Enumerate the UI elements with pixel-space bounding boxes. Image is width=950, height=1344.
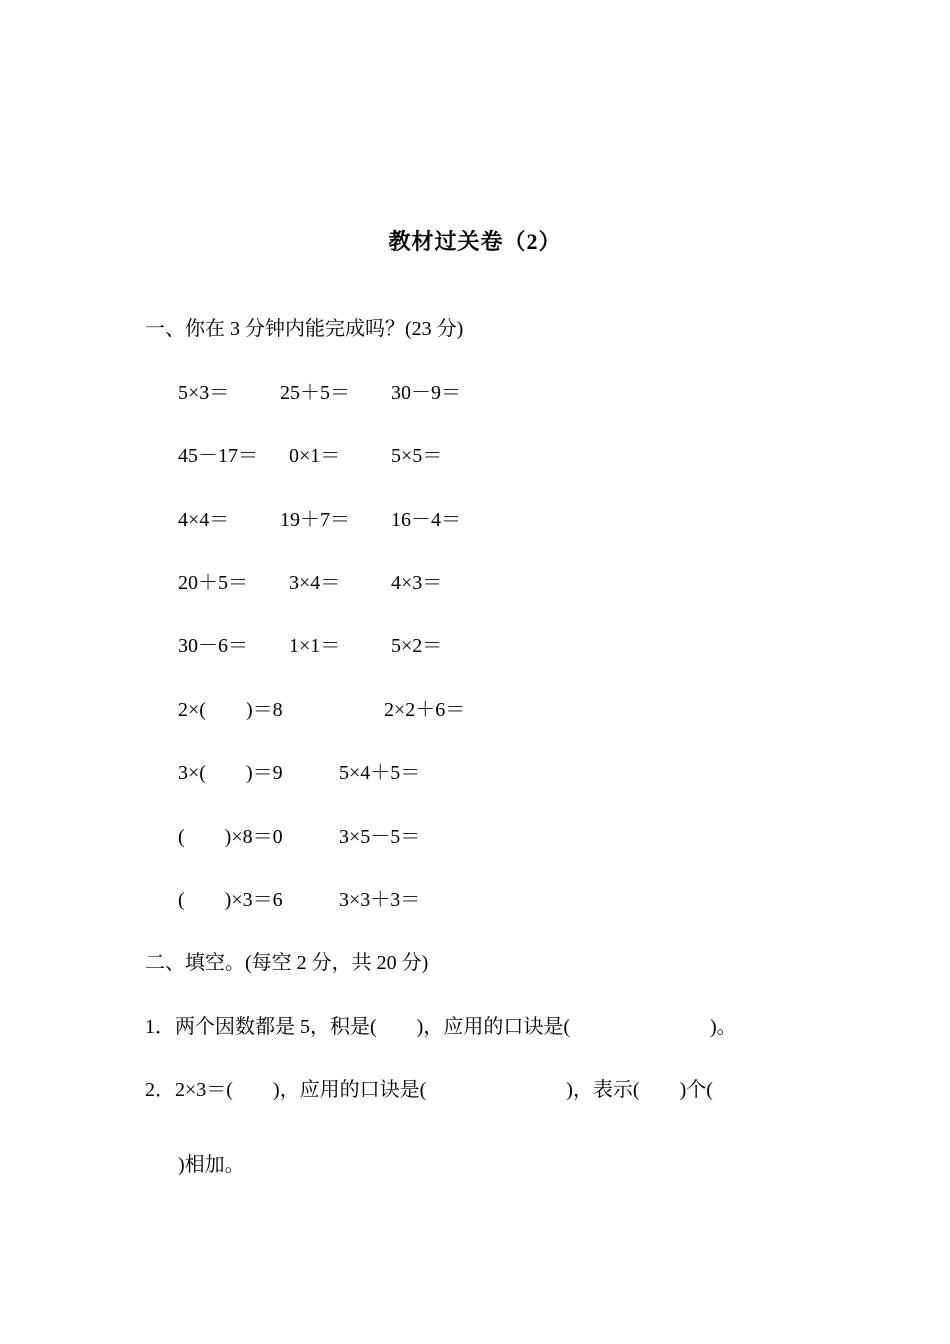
problem-item: 5×2＝ [391, 635, 443, 657]
problem-item: 30－6＝ [178, 635, 248, 657]
fill-problem-item: ( )×8＝0 [178, 826, 283, 848]
question-2-line-1: 2．2×3＝( )，应用的口诀是( )，表示( )个( [145, 1079, 713, 1101]
problem-item: 3×3＋3＝ [339, 889, 421, 911]
problem-item: 2×2＋6＝ [384, 699, 466, 721]
problem-item: 4×4＝ [178, 509, 230, 531]
problem-item: 25＋5＝ [280, 382, 350, 404]
fill-problem-item: ( )×3＝6 [178, 889, 283, 911]
problem-item: 45－17＝ [178, 445, 258, 467]
problem-item: 16－4＝ [391, 509, 461, 531]
problem-item: 1×1＝ [289, 635, 341, 657]
problem-item: 19＋7＝ [280, 509, 350, 531]
page-title: 教材过关卷（2） [388, 229, 562, 254]
problem-item: 5×5＝ [391, 445, 443, 467]
problem-item: 5×4＋5＝ [339, 762, 421, 784]
problem-item: 20＋5＝ [178, 572, 248, 594]
fill-problem-item: 3×( )＝9 [178, 762, 283, 784]
fill-problem-item: 2×( )＝8 [178, 699, 283, 721]
question-2-line-2: )相加。 [178, 1154, 245, 1176]
problem-item: 0×1＝ [289, 445, 341, 467]
question-1: 1．两个因数都是 5，积是( )，应用的口诀是( )。 [145, 1016, 737, 1038]
section-2-heading: 二、填空。(每空 2 分，共 20 分) [145, 952, 429, 974]
problem-item: 30－9＝ [391, 382, 461, 404]
section-1-heading: 一、你在 3 分钟内能完成吗？(23 分) [145, 318, 464, 340]
problem-item: 3×5－5＝ [339, 826, 421, 848]
problem-item: 4×3＝ [391, 572, 443, 594]
problem-item: 5×3＝ [178, 382, 230, 404]
problem-item: 3×4＝ [289, 572, 341, 594]
